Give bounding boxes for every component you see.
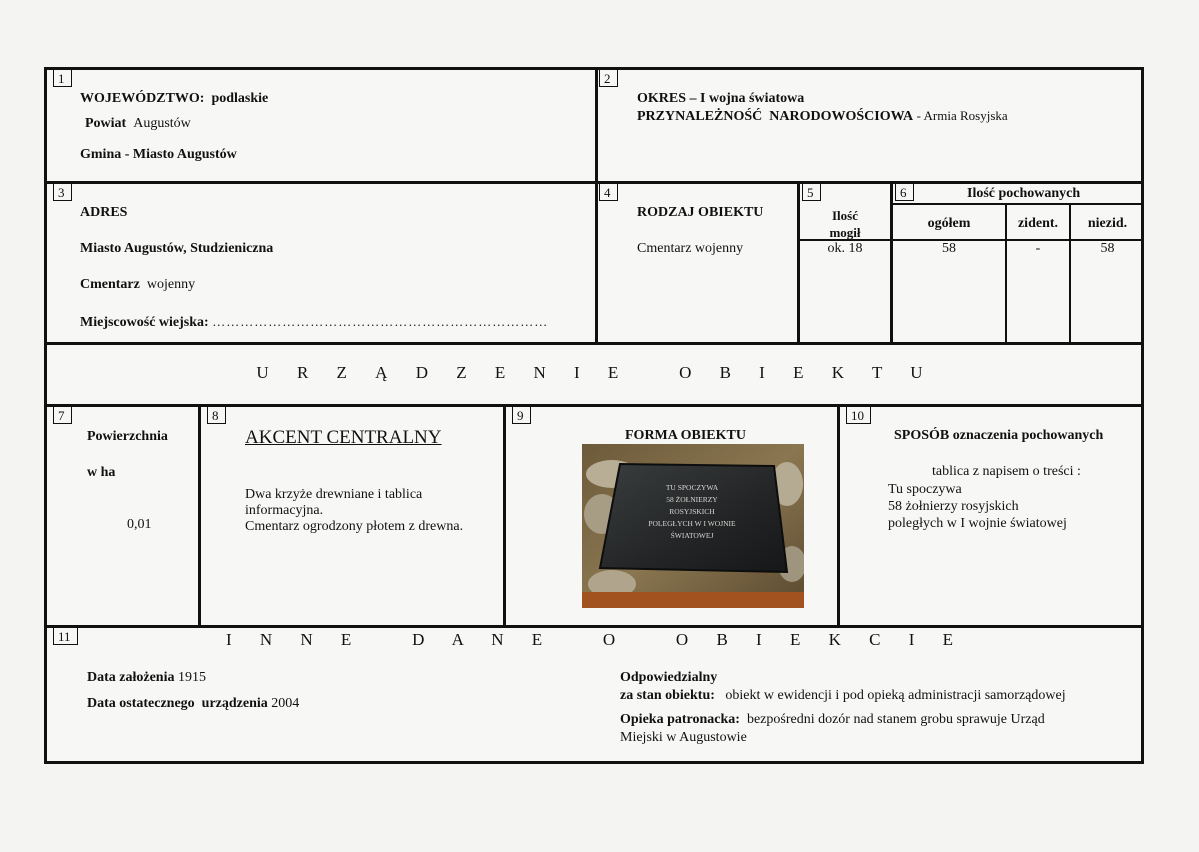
buried-count-title: Ilość pochowanych xyxy=(967,186,1081,201)
plaque-stone xyxy=(600,464,787,572)
section-number: 6 xyxy=(895,184,914,201)
patronage-label: Opieka patronacka: xyxy=(620,712,740,727)
period: OKRES – I wojna światowa xyxy=(637,91,805,106)
section-banner: U R Z Ą D Z E N I E O B I E K T U xyxy=(256,363,935,382)
village-row xyxy=(80,314,548,331)
marking-line: Tu spoczywa xyxy=(888,482,962,497)
cemetery-value: wojenny xyxy=(146,277,196,292)
patronage-row xyxy=(620,712,1045,728)
divider xyxy=(595,70,598,342)
desc-line: Dwa krzyże drewniane i tablica xyxy=(245,487,423,502)
gmina-value: - Miasto Augustów xyxy=(124,147,237,162)
total-value: 58 xyxy=(942,241,956,256)
divider xyxy=(47,625,1144,628)
last-arrangement-row xyxy=(87,696,299,712)
section-number: 9 xyxy=(512,407,531,424)
col-identified-header: zident. xyxy=(1017,216,1059,231)
record-card xyxy=(44,67,1144,764)
responsible-label-1: Odpowiedzialny xyxy=(620,670,718,685)
marking-method-title-rest: oznaczenia pochowanych xyxy=(952,428,1104,443)
last-arrangement-label: Data ostatecznego urządzenia xyxy=(87,696,268,711)
leaves xyxy=(582,592,804,608)
voivodeship-row xyxy=(80,91,268,107)
object-type-label: RODZAJ OBIEKTU xyxy=(637,205,764,220)
area-label-2: w ha xyxy=(87,465,116,480)
address-label: ADRES xyxy=(80,205,128,220)
gmina-row xyxy=(80,147,237,163)
last-arrangement-value: 2004 xyxy=(271,696,300,711)
powiat-label: Powiat xyxy=(85,116,127,131)
section-number: 3 xyxy=(53,184,72,201)
section-number: 10 xyxy=(846,407,871,424)
divider xyxy=(198,407,201,625)
col-total-header: ogółem xyxy=(927,216,971,231)
plaque-line: ROSYJSKICH xyxy=(669,507,715,516)
nationality-value: - Armia Rosyjska xyxy=(916,108,1008,123)
voivodeship-value: podlaskie xyxy=(211,91,269,106)
address-value: Miasto Augustów, Studzieniczna xyxy=(80,241,274,256)
section-number: 5 xyxy=(802,184,821,201)
central-accent-desc xyxy=(245,487,463,535)
responsible-value: obiekt w ewidencji i pod opieką administracji samorządowej xyxy=(725,688,1066,703)
nationality-label: PRZYNALEŻNOŚĆ NARODOWOŚCIOWA xyxy=(637,109,914,124)
marking-line: 58 żołnierzy rosyjskich xyxy=(888,499,1019,514)
village-label: Miejscowość wiejska: xyxy=(80,315,209,330)
area-label-1: Powierzchnia xyxy=(87,429,168,444)
col-unidentified-header: niezid. xyxy=(1087,216,1128,231)
patronage-value-1: bezpośredni dozór nad stanem grobu sprawuje Urząd xyxy=(746,712,1045,727)
section-number: 7 xyxy=(53,407,72,424)
powiat-row xyxy=(85,116,191,132)
area-value: 0,01 xyxy=(127,517,152,532)
marking-text xyxy=(888,481,1067,532)
section-number: 2 xyxy=(599,70,618,87)
voivodeship-label: WOJEWÓDZTWO: xyxy=(80,91,205,106)
divider xyxy=(47,342,1144,345)
divider xyxy=(837,407,840,625)
object-type-value: Cmentarz wojenny xyxy=(637,241,744,256)
graves-count-value: ok. 18 xyxy=(827,241,863,256)
marking-line: poległych w I wojnie światowej xyxy=(888,516,1067,531)
plaque-line: ŚWIATOWEJ xyxy=(670,531,714,540)
plaque-line: TU SPOCZYWA xyxy=(665,483,719,492)
desc-line: informacyjna. xyxy=(245,503,324,518)
graves-count-label-1: Ilość xyxy=(832,208,858,223)
unidentified-value: 58 xyxy=(1100,241,1115,256)
plaque-line: POLEGŁYCH W I WOJNIE xyxy=(648,519,736,528)
founded-value: 1915 xyxy=(177,670,206,685)
object-form-title: FORMA OBIEKTU xyxy=(625,428,746,443)
graves-count-label-2: mogił xyxy=(829,225,861,240)
cemetery-label: Cmentarz xyxy=(80,277,140,292)
marking-method-title xyxy=(894,428,1103,444)
divider xyxy=(47,181,1144,184)
founded-row xyxy=(87,670,206,686)
responsible-row xyxy=(620,688,1066,704)
marking-intro: tablica z napisem o treści : xyxy=(932,464,1081,479)
section-number: 8 xyxy=(207,407,226,424)
powiat-value: Augustów xyxy=(133,116,191,131)
nationality-row xyxy=(637,108,1008,125)
section-number: 11 xyxy=(53,628,78,645)
marking-method-title-bold: SPOSÓB xyxy=(894,428,950,443)
identified-value: - xyxy=(1035,241,1041,256)
divider xyxy=(893,203,1144,205)
central-accent-title: AKCENT CENTRALNY xyxy=(245,427,442,448)
divider xyxy=(890,184,893,342)
section-number: 1 xyxy=(53,70,72,87)
patronage-value-2: Miejski w Augustowie xyxy=(620,730,747,745)
graves-count-label xyxy=(800,207,890,241)
gmina-label: Gmina xyxy=(80,147,122,162)
cemetery-row-text xyxy=(80,277,195,293)
other-data-banner: I N N E D A N E O O B I E K C I E xyxy=(225,630,966,649)
responsible-label-2: za stan obiektu: xyxy=(620,688,715,703)
desc-line: Cmentarz ogrodzony płotem z drewna. xyxy=(245,519,464,534)
divider xyxy=(503,407,506,625)
plaque-line: 58 ŻOŁNIERZY xyxy=(666,495,718,504)
section-number: 4 xyxy=(599,184,618,201)
plaque-photo xyxy=(582,444,804,608)
village-value: ……………………………………………………………… xyxy=(212,314,549,329)
founded-label: Data założenia xyxy=(87,670,175,685)
